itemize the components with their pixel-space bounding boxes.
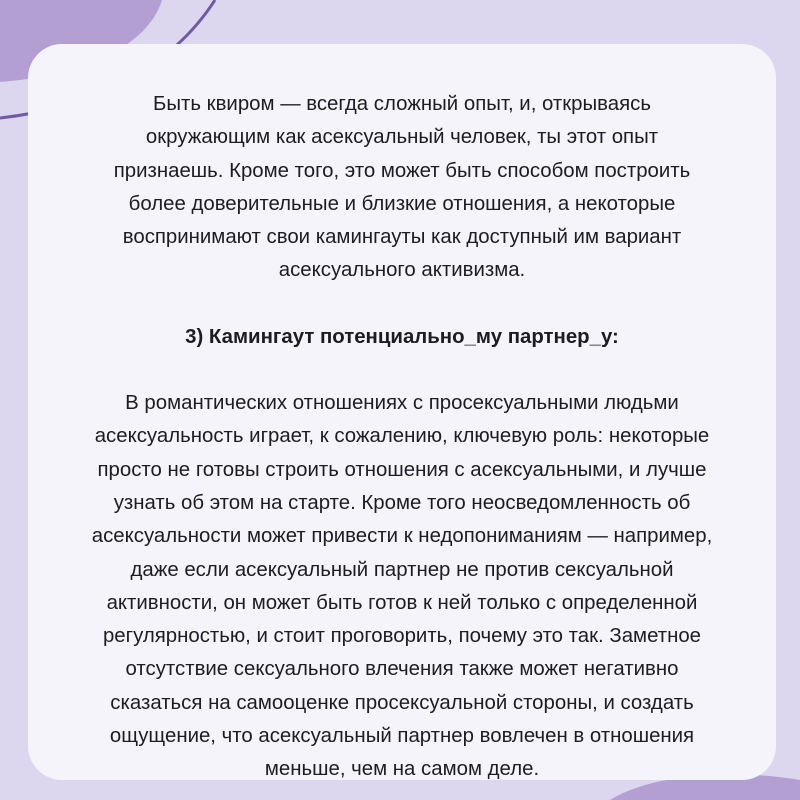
text-line: признаешь. Кроме того, это может быть способом построить — [113, 159, 691, 182]
section-heading: 3) Камингаут потенциально_му партнер_у: — [185, 325, 619, 348]
text-card — [28, 44, 776, 780]
text-line: воспринимают свои камингауты как доступный им вариант — [122, 226, 682, 249]
text-line: сказаться на самооценке просексуальной стороны, и создать — [110, 691, 694, 714]
text-line: асексуальности может привести к недопониманиям — например, — [91, 525, 713, 548]
text-line: регулярностью, и стоит проговорить, почему это так. Заметное — [102, 625, 702, 648]
text-line: просто не готовы строить отношения с асексуальными, и лучше — [97, 458, 707, 481]
text-line: более доверительные и близкие отношения, а некоторые — [128, 192, 676, 215]
text-line: В романтических отношениях с просексуальными людьми — [125, 392, 679, 415]
text-line: асексуального активизма. — [278, 259, 526, 282]
text-line: активности, он может быть готов к ней только с определенной — [106, 591, 698, 614]
text-line: отсутствие сексуального влечения также может негативно — [125, 658, 679, 681]
text-line: ощущение, что асексуальный партнер вовлечен в отношения — [109, 725, 695, 748]
text-line: окружающим как асексуальный человек, ты этот опыт — [145, 126, 659, 149]
intro-paragraph — [42, 88, 762, 288]
text-line: меньше, чем на самом деле. — [264, 758, 540, 781]
text-line: Быть квиром — всегда сложный опыт, и, открываясь — [153, 93, 651, 115]
text-line: асексуальность играет, к сожалению, ключевую роль: некоторые — [94, 425, 710, 448]
text-line: узнать об этом на старте. Кроме того неосведомленность об — [113, 491, 691, 514]
text-line: даже если асексуальный партнер не против сексуальной — [130, 558, 674, 581]
partner-paragraph — [42, 387, 762, 787]
